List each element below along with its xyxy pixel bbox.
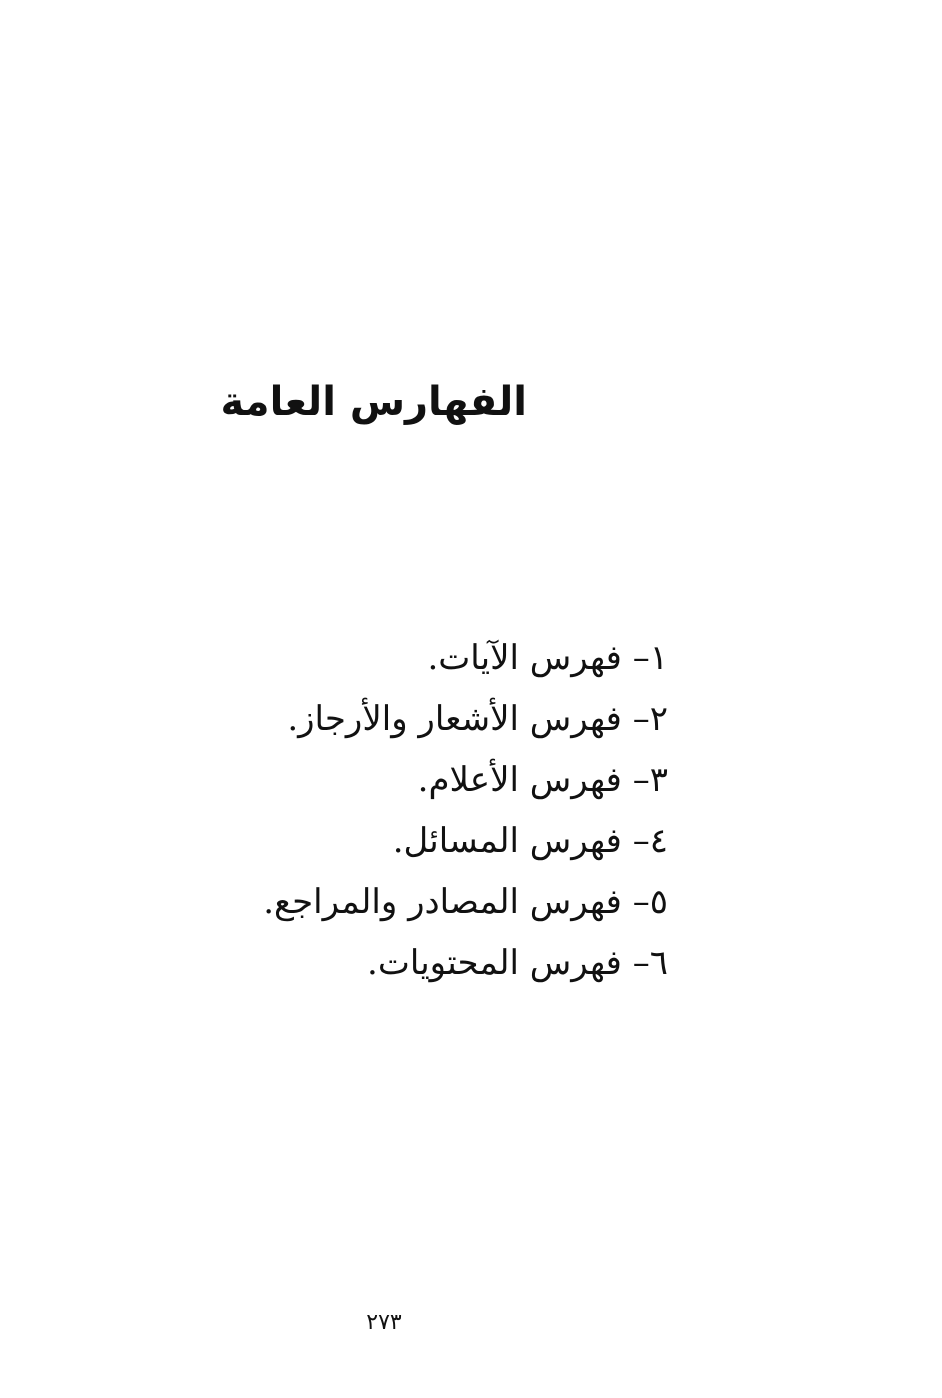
- page-number: ٢٧٣: [366, 1310, 402, 1335]
- index-item-contents: ٦– فهرس المحتويات.: [367, 943, 668, 983]
- page-title: الفهارس العامة: [220, 379, 527, 425]
- index-item-issues: ٤– فهرس المسائل.: [392, 821, 668, 861]
- index-item-poetry: ٢– فهرس الأشعار والأرجاز.: [287, 699, 668, 739]
- index-item-names: ٣– فهرس الأعلام.: [417, 760, 668, 800]
- index-list: [263, 628, 668, 994]
- index-item-verses: ١– فهرس الآيات.: [427, 638, 668, 678]
- index-item-references: ٥– فهرس المصادر والمراجع.: [263, 882, 668, 922]
